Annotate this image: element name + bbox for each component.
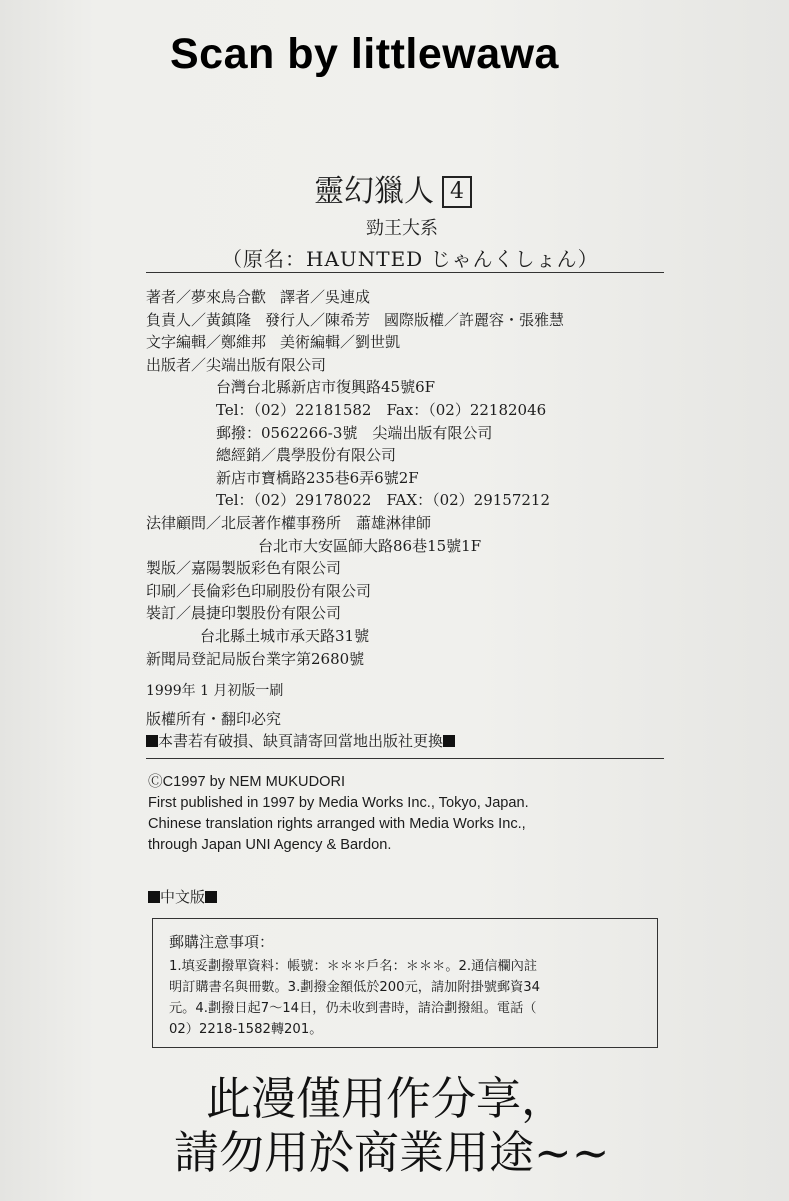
- distributor-address: 新店市寶橋路235巷6弄6號2F: [216, 468, 419, 487]
- author-credit: 著者／夢來鳥合歡: [146, 288, 267, 306]
- square-bullet-icon: [205, 891, 217, 903]
- translator-credit: 譯者／吳連成: [280, 288, 371, 306]
- binding-address: 台北縣土城市承天路31號: [200, 626, 370, 645]
- legal-address: 台北市大安區師大路86巷15號1F: [258, 536, 482, 555]
- issuer-credit: 發行人／陳希芳: [265, 310, 371, 329]
- original-title: （原名：HAUNTED じゃんくしょん）: [222, 247, 599, 271]
- square-bullet-icon: [443, 735, 455, 747]
- plate-credit: 製版／嘉陽製版彩色有限公司: [146, 559, 342, 578]
- share-note-line-2: 請勿用於商業用途~~: [174, 1126, 610, 1179]
- square-bullet-icon: [146, 735, 158, 747]
- square-bullet-icon: [148, 891, 160, 903]
- order-notice-line: 02）2218-1582轉201。: [169, 1022, 323, 1037]
- english-line-2: First published in 1997 by Media Works Inc., Tokyo, Japan.: [148, 795, 529, 811]
- order-notice-body: [169, 956, 657, 1040]
- book-title-row: [314, 166, 472, 210]
- english-copyright: [148, 772, 529, 856]
- distributor-credit: 總經銷／農學股份有限公司: [216, 446, 397, 465]
- volume-number: 4: [442, 176, 472, 208]
- credits-block: [146, 286, 564, 670]
- order-notice-line: 1.填妥劃撥單資料：帳號：＊＊＊戶名：＊＊＊。2.通信欄內註: [169, 959, 538, 974]
- responsible-credit: 負責人／黃鎮隆: [146, 310, 252, 329]
- scan-watermark: Scan by littlewawa: [170, 30, 559, 78]
- share-note-line-1: 此漫僅用作分享，: [206, 1072, 567, 1125]
- divider-bottom: [146, 758, 664, 759]
- publisher-tel: Tel：（02）22181582 Fax：（02）22182046: [216, 400, 547, 419]
- order-notice-line: 元。4.劃撥日起7～14日，仍未收到書時，請洽劃撥組。電話（: [169, 1001, 537, 1016]
- art-editor-credit: 美術編輯／劉世凱: [280, 333, 401, 352]
- order-notice-line: 明訂購書名與冊數。3.劃撥金額低於200元，請加附掛號郵資34: [169, 980, 541, 995]
- copyright-line: ⒸC1997 by NEM MUKUDORI: [148, 774, 346, 790]
- series-line: 勁王大系: [366, 218, 438, 239]
- publisher-postal: 郵撥：0562266-3號 尖端出版有限公司: [216, 423, 493, 442]
- binding-credit: 裝訂／晨捷印製股份有限公司: [146, 604, 342, 623]
- printing-credit: 印刷／長倫彩色印刷股份有限公司: [146, 581, 372, 600]
- chinese-edition-label: [148, 886, 217, 907]
- rights-notice: [146, 708, 455, 752]
- publisher-credit: 出版者／尖端出版有限公司: [146, 355, 327, 374]
- registration-number: 新聞局登記局版台業字第2680號: [146, 649, 365, 668]
- legal-credit: 法律顧問／北辰著作權事務所 蕭雄淋律師: [146, 513, 432, 532]
- distributor-tel: Tel：（02）29178022 FAX：（02）29157212: [216, 491, 550, 510]
- order-notice-title: 郵購注意事項：: [169, 933, 275, 951]
- edition-date: 1999年 1 月初版一刷: [146, 683, 284, 699]
- english-line-3: Chinese translation rights arranged with Media Works Inc.,: [148, 816, 526, 832]
- divider-top: [146, 272, 664, 273]
- chinese-edition-text: 中文版: [160, 888, 206, 906]
- english-line-4: through Japan UNI Agency & Bardon.: [148, 837, 392, 853]
- rights-credit: 國際版權／許麗容・張雅慧: [384, 310, 565, 329]
- order-notice-box: [152, 918, 658, 1048]
- replacement-notice: 本書若有破損、缺頁請寄回當地出版社更換: [158, 732, 444, 750]
- rights-reserved: 版權所有・翻印必究: [146, 710, 282, 728]
- book-title: 靈幻獵人: [314, 174, 434, 209]
- text-editor-credit: 文字編輯／鄭維邦: [146, 333, 267, 352]
- publisher-address: 台灣台北縣新店市復興路45號6F: [216, 378, 436, 397]
